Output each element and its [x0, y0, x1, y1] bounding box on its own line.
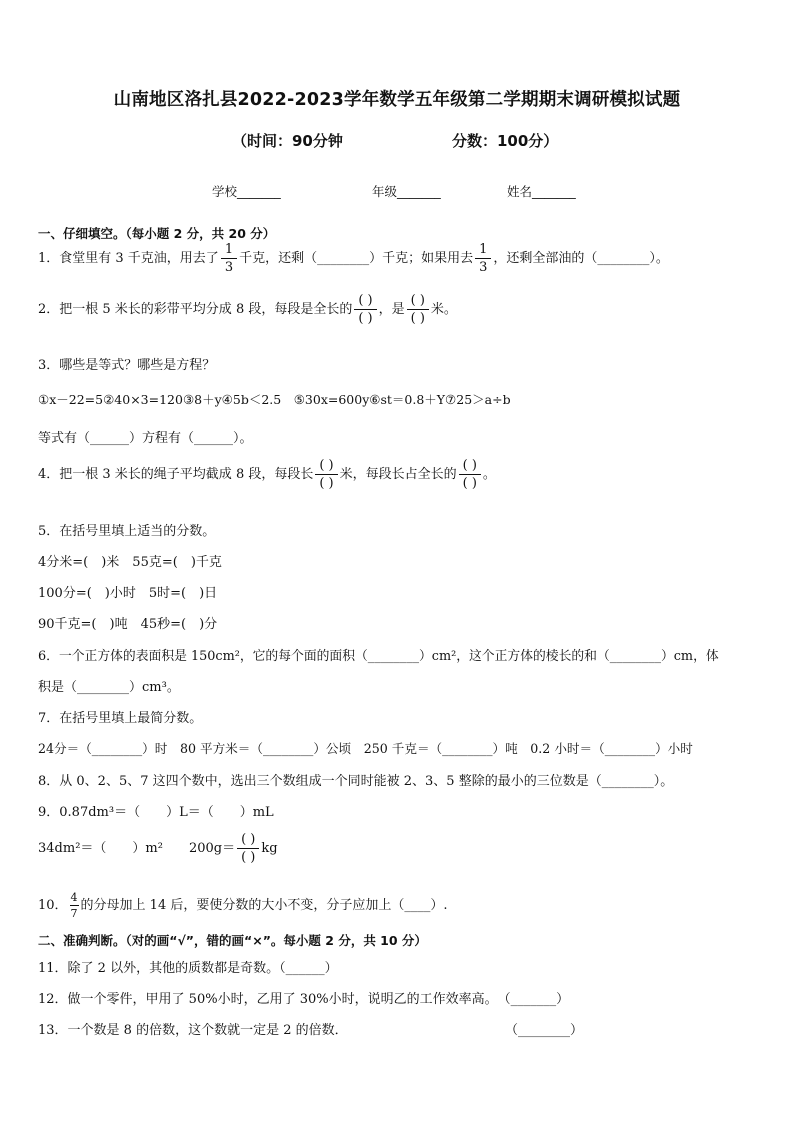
grade-field[interactable]: 年级_______ [372, 184, 441, 199]
fraction [70, 892, 79, 919]
question-1 [38, 243, 669, 274]
page-title: 山南地区洛扎县2022-2023学年数学五年级第二学期期末调研模拟试题 [113, 90, 681, 110]
numerator: 1 [475, 243, 491, 259]
question-12[interactable]: 12．做一个零件，甲用了 50%小时，乙用了 30%小时，说明乙的工作效率高。 （_______） [38, 992, 570, 1007]
question-5-row-2[interactable]: 100分=( )小时 5时=( )日 [38, 586, 218, 601]
question-2 [38, 294, 457, 325]
denominator: 3 [224, 260, 234, 275]
question-6-cont[interactable]: 积是（________）cm³。 [38, 680, 180, 695]
denominator[interactable]: ( ) [241, 850, 256, 865]
question-text: 米，每段长占全长的 [339, 467, 457, 482]
question-11[interactable]: 11．除了 2 以外，其他的质数都是奇数。（______） [38, 961, 338, 976]
section-heading-true-false: 二、准确判断。（对的画“√”，错的画“×”。每小题 2 分，共 10 分） [38, 933, 427, 948]
question-8[interactable]: 8．从 0、2、5、7 这四个数中，选出三个数组成一个同时能被 2、3、5 整除的最小的三位数是（________）。 [38, 774, 674, 789]
numerator[interactable]: ( ) [315, 459, 337, 475]
numerator[interactable]: ( ) [459, 459, 481, 475]
exam-time: （时间：90分钟 [232, 132, 343, 150]
question-9-row-2 [38, 833, 278, 864]
denominator[interactable]: ( ) [319, 476, 334, 491]
question-text[interactable]: ，还剩全部油的（________）。 [493, 251, 669, 266]
question-text[interactable]: 的分母加上 14 后，要使分数的大小不变，分子应加上（____）. [80, 898, 448, 913]
question-13-answer[interactable]: （________） [505, 1023, 584, 1038]
question-3: 3．哪些是等式？哪些是方程？ [38, 358, 216, 373]
question-3-answer[interactable]: 等式有（______）方程有（______）。 [38, 431, 253, 446]
denominator: 7 [70, 907, 78, 920]
denominator[interactable]: ( ) [358, 311, 373, 326]
denominator[interactable]: ( ) [462, 476, 477, 491]
exam-score: 分数：100分） [452, 132, 559, 150]
question-7-row[interactable]: 24分＝（________）时 80 平方米＝（________）公顷 250 千克＝（________）吨 0.2 小时＝（________）小时 [38, 741, 693, 756]
question-3-options: ①x－22=5②40×3=120③8＋y④5b＜2.5 ⑤30x=600y⑥st＝0.8＋Y⑦25＞a÷b [38, 392, 511, 407]
section-heading-fill-in: 一、仔细填空。（每小题 2 分，共 20 分） [38, 226, 276, 241]
fraction-blank[interactable] [354, 294, 376, 325]
question-text[interactable]: 千克，还剩（________）千克；如果用去 [239, 251, 474, 266]
question-5-row-3[interactable]: 90千克=( )吨 45秒=( )分 [38, 617, 218, 632]
question-text: 2．把一根 5 米长的彩带平均分成 8 段，每段是全长的 [38, 302, 353, 317]
question-text: 1．食堂里有 3 千克油，用去了 [38, 251, 219, 266]
denominator[interactable]: ( ) [410, 311, 425, 326]
question-text: 米。 [430, 302, 457, 317]
question-text: 。 [482, 467, 496, 482]
question-text: kg [261, 841, 278, 856]
numerator[interactable]: ( ) [237, 833, 259, 849]
question-6[interactable]: 6．一个正方体的表面积是 150cm²，它的每个面的面积（________）cm²，这个正方体的棱长的和（________）cm，体 [38, 649, 719, 664]
numerator: 1 [221, 243, 237, 259]
question-9[interactable]: 9．0.87dm³＝（ ）L＝（ ）mL [38, 805, 274, 820]
fraction [221, 243, 237, 274]
numerator[interactable]: ( ) [407, 294, 429, 310]
question-text[interactable]: 34dm²＝（ ）m² 200g＝ [38, 841, 236, 856]
question-5: 5．在括号里填上适当的分数。 [38, 524, 216, 539]
numerator[interactable]: ( ) [354, 294, 376, 310]
question-4 [38, 459, 496, 490]
question-13: 13．一个数是 8 的倍数，这个数就一定是 2 的倍数． [38, 1023, 348, 1038]
question-text: 10． [38, 898, 68, 913]
fraction [475, 243, 491, 274]
fraction-blank[interactable] [237, 833, 259, 864]
question-7: 7．在括号里填上最简分数。 [38, 711, 203, 726]
school-field[interactable]: 学校_______ [212, 184, 281, 199]
fraction-blank[interactable] [315, 459, 337, 490]
denominator: 3 [479, 260, 488, 275]
fraction-blank[interactable] [459, 459, 481, 490]
numerator: 4 [70, 891, 78, 904]
question-5-row-1[interactable]: 4分米=( )米 55克=( )千克 [38, 555, 222, 570]
name-field[interactable]: 姓名_______ [507, 184, 576, 199]
fraction-blank[interactable] [407, 294, 429, 325]
question-10 [38, 892, 448, 919]
question-text: ，是 [378, 302, 405, 317]
question-text: 4．把一根 3 米长的绳子平均截成 8 段，每段长 [38, 467, 314, 482]
